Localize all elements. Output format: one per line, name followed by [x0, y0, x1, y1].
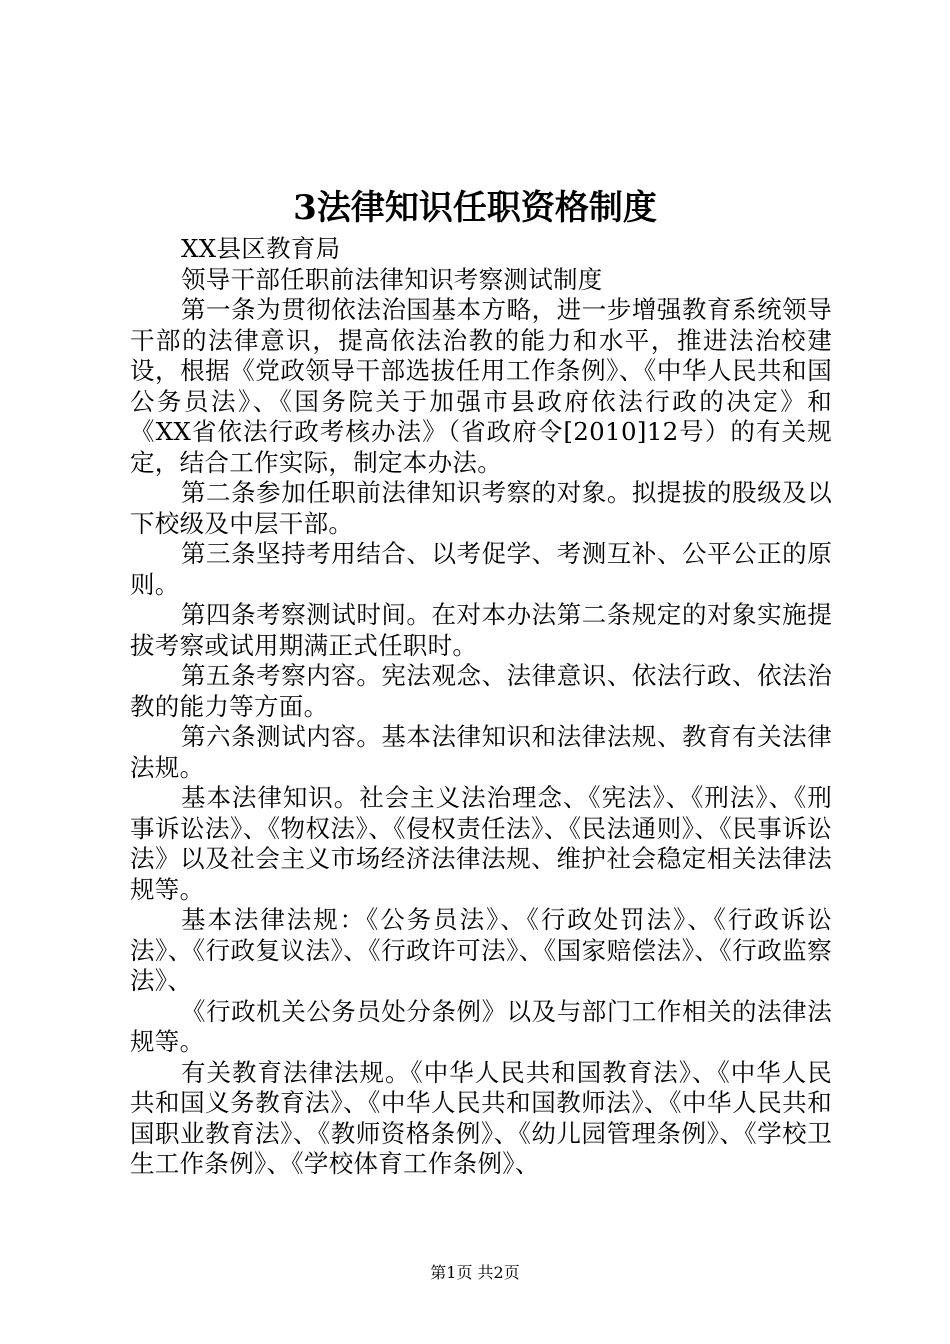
- document-body: [130, 234, 832, 1180]
- paragraph-article-6: 第六条测试内容。基本法律知识和法律法规、教育有关法律法规。: [130, 722, 832, 782]
- paragraph-article-4: 第四条考察测试时间。在对本办法第二条规定的对象实施提拔考察或试用期满正式任职时。: [130, 600, 832, 660]
- paragraph-basic-legal-knowledge: 基本法律知识。社会主义法治理念、《宪法》、《刑法》、《刑事诉讼法》、《物权法》、《侵权责任法》、《民法通则》、《民事诉讼法》以及社会主义市场经济法律法规、维护社会稳定相关法律法规等。: [130, 783, 832, 904]
- paragraph-basic-laws-continued: 《行政机关公务员处分条例》以及与部门工作相关的法律法规等。: [130, 996, 832, 1056]
- paragraph-basic-laws: 基本法律法规：《公务员法》、《行政处罚法》、《行政诉讼法》、《行政复议法》、《行政许可法》、《国家赔偿法》、《行政监察法》、: [130, 905, 832, 995]
- paragraph-education-laws: 有关教育法律法规。《中华人民共和国教育法》、《中华人民共和国义务教育法》、《中华人民共和国教师法》、《中华人民共和国职业教育法》、《教师资格条例》、《幼儿园管理条例》、《学校卫生工作条例》、《学校体育工作条例》、: [130, 1057, 832, 1178]
- paragraph-article-3: 第三条坚持考用结合、以考促学、考测互补、公平公正的原则。: [130, 539, 832, 599]
- paragraph-article-2: 第二条参加任职前法律知识考察的对象。拟提拔的股级及以下校级及中层干部。: [130, 478, 832, 538]
- paragraph-article-5: 第五条考察内容。宪法观念、法律意识、依法行政、依法治教的能力等方面。: [130, 661, 832, 721]
- page-footer: 第1页 共2页: [430, 1263, 520, 1282]
- paragraph-article-1: 第一条为贯彻依法治国基本方略，进一步增强教育系统领导干部的法律意识，提高依法治教的能力和水平，推进法治校建设，根据《党政领导干部选拔任用工作条例》、《中华人民共和国公务员法》、《国务院关于加强市县政府依法行政的决定》和《XX省依法行政考核办法》（省政府令[2010]12号）的有关规定，结合工作实际，制定本办法。: [130, 295, 832, 477]
- paragraph-issuer: XX县区教育局: [181, 234, 341, 263]
- paragraph-subtitle: 领导干部任职前法律知识考察测试制度: [181, 264, 603, 294]
- document-title: 3法律知识任职资格制度: [293, 188, 657, 228]
